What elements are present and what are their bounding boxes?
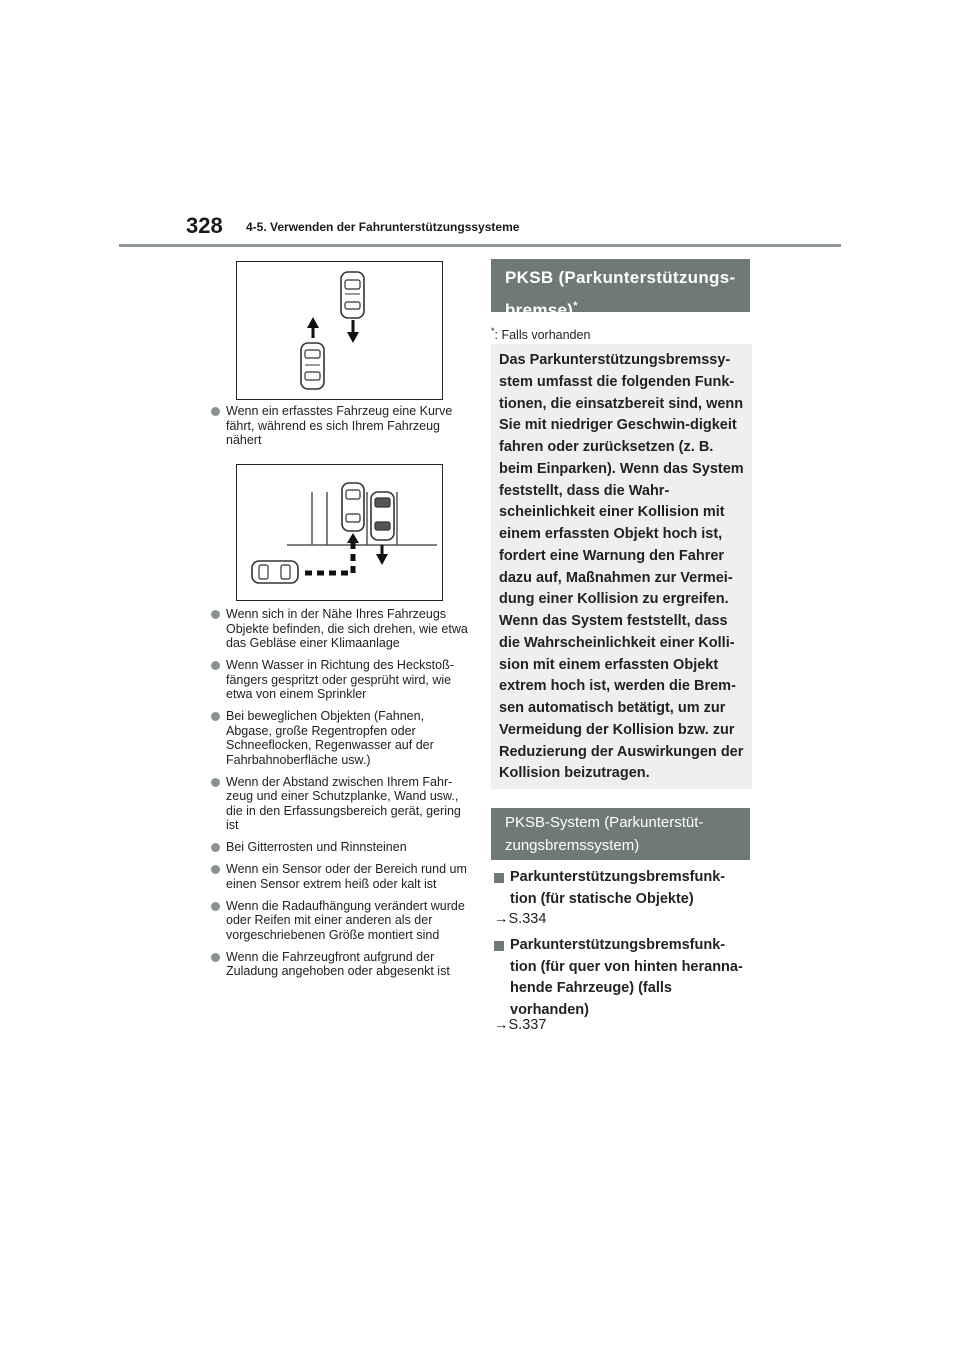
- arrow-up-icon: [307, 317, 319, 338]
- subheading-line: Parkunterstützungsbremsfunk-: [510, 869, 726, 885]
- bullet-item: Wenn sich in der Nähe Ihres Fahrzeugs Objekte befinden, die sich drehen, wie etwa das Gebläse einer Klimaanlage: [210, 607, 470, 651]
- info-box-text: Das Parkunterstützungsbremssy-stem umfasst die folgenden Funk-tionen, die einsatzbereit sind, wenn Sie mit niedriger Geschwin-digkeit fahren oder zurücksetzen (z. B. beim Einparken). Wenn das System feststellt, dass die Wahr-scheinlichkeit einer Kollision mit einem erfassten Objekt hoch ist, fordert eine Warnung den Fahrer dazu auf, Maßnahmen zur Vermei-dung einer Kollision zu ergreifen. Wenn das System feststellt, dass die Wahrscheinlichkeit einer Kolli-sion mit einem erfassten Objekt extrem hoch ist, werden die Brem-sen automatisch betätigt, um zur Vermeidung der Kollision bzw. zur Reduzierung der Auswirkungen der Kollision beizutragen.: [499, 352, 744, 782]
- section-heading-pksb-system: [491, 808, 750, 860]
- bullet-item: Bei beweglichen Objekten (Fahnen, Abgase, große Regentropfen oder Schneeflocken, Regenwasser auf der Fahrbahnoberfläche usw.): [210, 709, 470, 767]
- bullet-list-a: [210, 404, 470, 455]
- car-diagram-2: [237, 465, 442, 600]
- car-icon-approaching: [252, 561, 298, 583]
- bullet-list-b: [210, 607, 470, 986]
- subheading-line: Parkunterstützungsbremsfunk-: [510, 937, 726, 953]
- subheading-line: vorhanden): [510, 1001, 589, 1018]
- square-bullet-icon: [494, 873, 504, 883]
- footnote-text: : Falls vorhanden: [494, 328, 591, 343]
- figure-curving-vehicle: [236, 261, 443, 400]
- section-heading-line: zungsbremssystem): [505, 837, 640, 854]
- dashed-path: [305, 533, 359, 573]
- footnote: [491, 326, 590, 342]
- section-heading-pksb: [491, 259, 750, 320]
- page-reference-link[interactable]: →S.334: [494, 911, 547, 927]
- car-icon-own: [371, 492, 394, 540]
- subheading-line: tion (für quer von hinten heranna-: [510, 958, 743, 975]
- chapter-title: 4-5. Verwenden der Fahrunterstützungssysteme: [246, 220, 520, 234]
- arrow-down-icon: [376, 545, 388, 565]
- bullet-item: Wenn die Radaufhängung verändert wurde oder Reifen mit einer anderen als der vorgeschriebenen Größe montiert sind: [210, 899, 470, 943]
- arrow-down-icon: [347, 320, 359, 343]
- bullet-item: Wenn ein erfasstes Fahrzeug eine Kurve fährt, während es sich Ihrem Fahrzeug nähert: [210, 404, 470, 448]
- page-number: 328: [186, 213, 223, 238]
- info-box: [491, 344, 752, 789]
- subheading-line: tion (für statische Objekte): [510, 890, 694, 907]
- section-heading-line: PKSB-System (Parkunterstüt-: [505, 814, 704, 831]
- footnote-marker: *: [573, 300, 578, 312]
- subheading-static-objects: [494, 867, 754, 910]
- section-heading-line: PKSB (Parkunterstützungs-: [505, 268, 736, 287]
- bullet-item: Wenn die Fahrzeugfront aufgrund der Zuladung angehoben oder abgesenkt ist: [210, 950, 470, 979]
- bullet-item: Wenn ein Sensor oder der Bereich rund um einen Sensor extrem heiß oder kalt ist: [210, 862, 470, 891]
- page-reference-link[interactable]: →S.337: [494, 1017, 547, 1033]
- section-heading-line: [505, 292, 750, 325]
- square-bullet-icon: [494, 941, 504, 951]
- bullet-item: Wenn der Abstand zwischen Ihrem Fahr-zeug und einer Schutzplanke, Wand usw., die in den Erfassungsbereich gerät, gering ist: [210, 775, 470, 833]
- bullet-item: Wenn Wasser in Richtung des Heckstoß-fängers gespritzt oder gesprüht wird, wie etwa von einem Sprinkler: [210, 658, 470, 702]
- header-divider: [119, 244, 841, 247]
- bullet-item: Bei Gitterrosten und Rinnsteinen: [210, 840, 470, 855]
- car-icon-parked-left: [342, 483, 364, 531]
- figure-parking-lot: [236, 464, 443, 601]
- car-diagram-1: [237, 262, 442, 399]
- car-icon-lower: [301, 343, 324, 389]
- car-icon-upper: [341, 272, 364, 318]
- footnote-marker: *: [491, 326, 495, 336]
- section-heading-text: bremse): [505, 300, 574, 320]
- subheading-cross-traffic: [494, 935, 754, 1021]
- subheading-line: hende Fahrzeuge) (falls: [510, 980, 672, 996]
